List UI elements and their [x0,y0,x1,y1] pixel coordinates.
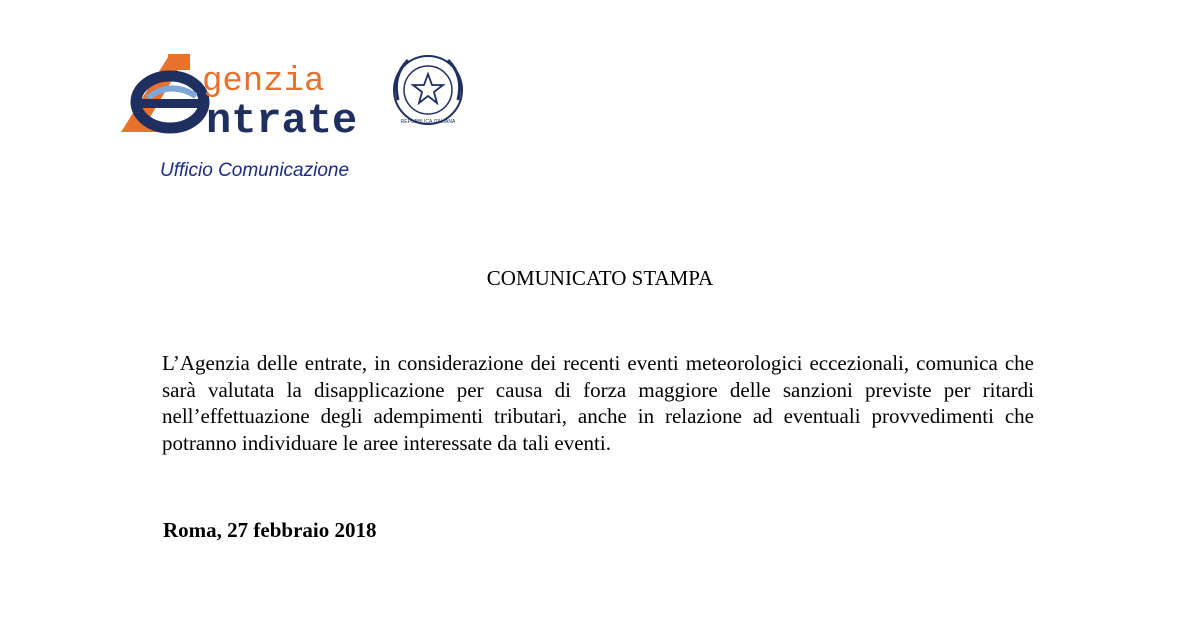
office-name: Ufficio Comunicazione [160,160,350,181]
document-title: COMUNICATO STAMPA [486,266,714,290]
logo-word-genzia: genzia [202,63,325,101]
date-signature: Roma, 27 febbraio 2018 [163,518,377,542]
logo-word-ntrate: ntrate [206,97,358,140]
agenzia-entrate-logo [118,50,478,140]
italian-republic-emblem [394,56,462,125]
document-body: L’Agenzia delle entrate, in considerazione dei recenti eventi meteorologici eccezionali, comunica che sarà valutata la disapplicazione per causa di forza maggiore delle sanzioni previste per ritardi nell’effettuazione degli adempimenti tributari, anche in relazione ad eventuali provvedimenti che potranno individuare le aree interessate da tali eventi. [162,351,1034,455]
logo-a-bar [168,54,190,64]
emblem-ring-text: REPUBBLICA ITALIANA [400,119,456,125]
star-icon [413,74,443,103]
logo-e-bar [140,99,202,108]
